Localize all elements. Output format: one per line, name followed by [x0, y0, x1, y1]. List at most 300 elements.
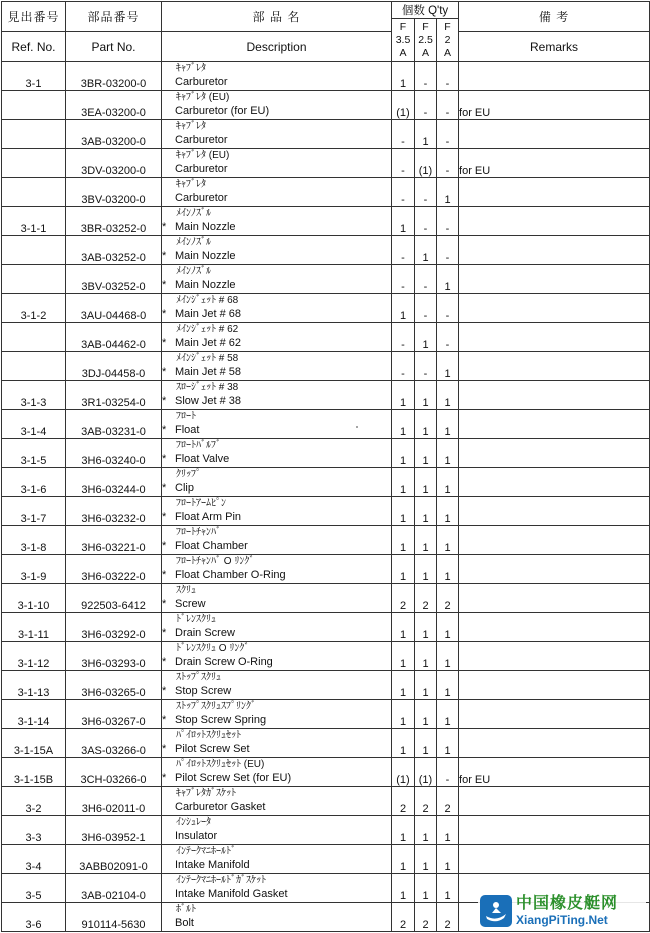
description-jp: ｷｬﾌﾞﾚﾀ: [176, 63, 206, 74]
qty-f35-cell: 2: [392, 903, 415, 932]
qty-col-label: F: [444, 20, 451, 33]
description-en: Float Chamber O-Ring: [175, 569, 286, 581]
description-en: Float Arm Pin: [175, 511, 242, 523]
table-row: [2, 613, 650, 642]
remarks-cell: [459, 207, 650, 236]
remarks-cell: [459, 178, 650, 207]
table-row: [2, 149, 650, 178]
description-jp: ﾒｲﾝﾉｽﾞﾙ: [176, 208, 211, 219]
qty-f2-cell: -: [437, 758, 459, 787]
table-row: [2, 555, 650, 584]
remarks-cell: [459, 555, 650, 584]
qty-f35-cell: 1: [392, 381, 415, 410]
qty-f2-cell: -: [437, 120, 459, 149]
service-mark: *: [162, 540, 167, 552]
description-en: Intake Manifold Gasket: [175, 888, 288, 900]
table-row: [2, 236, 650, 265]
remarks-cell: [459, 613, 650, 642]
service-mark: *: [162, 714, 167, 726]
qty-f2-cell: -: [437, 294, 459, 323]
description-cell: [162, 787, 392, 816]
part-no-cell: 3BR-03252-0: [66, 207, 162, 236]
description-en: Main Nozzle: [175, 279, 236, 291]
qty-f25-cell: 1: [415, 120, 437, 149]
qty-f2-cell: 1: [437, 468, 459, 497]
description-cell: [162, 613, 392, 642]
description-en: Main Nozzle: [175, 221, 236, 233]
table-row: [2, 584, 650, 613]
description-jp: ｽﾛｰｼﾞｪｯﾄ # 38: [176, 382, 239, 393]
part-no-cell: 3H6-03265-0: [66, 671, 162, 700]
qty-f25-cell: 1: [415, 526, 437, 555]
qty-col-label: F: [422, 20, 429, 33]
qty-f25-cell: 2: [415, 903, 437, 932]
remarks-cell: [459, 352, 650, 381]
part-no-cell: 3AB-03231-0: [66, 410, 162, 439]
qty-f25-cell: -: [415, 91, 437, 120]
ref-no-cell: 3-2: [2, 787, 66, 816]
description-en: Carburetor: [175, 134, 228, 146]
qty-f25-cell: 1: [415, 410, 437, 439]
qty-f35-cell: -: [392, 178, 415, 207]
ref-no-cell: [2, 265, 66, 294]
description-cell: [162, 207, 392, 236]
ref-no-cell: 3-1-1: [2, 207, 66, 236]
qty-f35-cell: 1: [392, 555, 415, 584]
table-row: [2, 526, 650, 555]
table-row: [2, 62, 650, 91]
qty-f2-cell: 1: [437, 410, 459, 439]
part-no-cell: 3AB-03200-0: [66, 120, 162, 149]
qty-f2-cell: -: [437, 323, 459, 352]
table-row: [2, 468, 650, 497]
qty-f35-cell: -: [392, 265, 415, 294]
ref-no-cell: 3-1: [2, 62, 66, 91]
qty-f2-cell: 1: [437, 671, 459, 700]
description-cell: [162, 468, 392, 497]
qty-f2-cell: 1: [437, 178, 459, 207]
qty-f35-cell: 1: [392, 207, 415, 236]
ref-no-cell: [2, 91, 66, 120]
description-cell: [162, 381, 392, 410]
remarks-cell: [459, 497, 650, 526]
description-en: Carburetor Gasket: [175, 801, 266, 813]
qty-f2-cell: 1: [437, 613, 459, 642]
service-mark: *: [162, 308, 167, 320]
ref-no-cell: 3-1-13: [2, 671, 66, 700]
remarks-cell: for EU: [459, 149, 650, 178]
description-jp: ｷｬﾌﾞﾚﾀ: [176, 179, 206, 190]
ref-no-cell: [2, 120, 66, 149]
description-en: Drain Screw O-Ring: [175, 656, 273, 668]
part-no-cell: 3R1-03254-0: [66, 381, 162, 410]
part-no-header-jp: 部品番号: [66, 2, 162, 32]
remarks-cell: [459, 323, 650, 352]
ref-no-cell: 3-4: [2, 845, 66, 874]
table-row: [2, 120, 650, 149]
ref-no-cell: 3-1-6: [2, 468, 66, 497]
service-mark: *: [162, 395, 167, 407]
qty-f35-cell: 1: [392, 62, 415, 91]
service-mark: *: [162, 743, 167, 755]
description-cell: [162, 439, 392, 468]
qty-f35-cell: -: [392, 149, 415, 178]
ref-no-cell: 3-3: [2, 816, 66, 845]
description-cell: [162, 526, 392, 555]
watermark-site-name: 中国橡皮艇网: [516, 895, 619, 912]
qty-f2-cell: -: [437, 207, 459, 236]
qty-f2-cell: 2: [437, 584, 459, 613]
part-no-cell: 3ABB02091-0: [66, 845, 162, 874]
part-no-cell: 3H6-03293-0: [66, 642, 162, 671]
table-row: [2, 729, 650, 758]
part-no-cell: 3H6-03244-0: [66, 468, 162, 497]
ref-no-cell: 3-5: [2, 874, 66, 903]
description-jp: ﾒｲﾝﾉｽﾞﾙ: [176, 266, 211, 277]
description-en: Main Jet # 68: [175, 308, 242, 320]
table-row: [2, 787, 650, 816]
description-en: Main Jet # 58: [175, 366, 242, 378]
qty-f35-cell: (1): [392, 758, 415, 787]
qty-f2-cell: 1: [437, 352, 459, 381]
qty-f2-cell: 1: [437, 816, 459, 845]
remarks-cell: [459, 439, 650, 468]
ref-no-cell: 3-1-2: [2, 294, 66, 323]
table-row: [2, 758, 650, 787]
remarks-cell: [459, 671, 650, 700]
description-cell: [162, 120, 392, 149]
remarks-cell: for EU: [459, 758, 650, 787]
part-no-cell: 3H6-03221-0: [66, 526, 162, 555]
description-en: Intake Manifold: [175, 859, 250, 871]
qty-f25-cell: -: [415, 294, 437, 323]
part-no-header: Part No.: [66, 32, 162, 62]
qty-f2-cell: -: [437, 149, 459, 178]
service-mark: *: [162, 221, 167, 233]
scan-dot: [356, 426, 358, 428]
qty-f25-cell: 2: [415, 584, 437, 613]
qty-f35-cell: 1: [392, 439, 415, 468]
site-watermark: [478, 891, 646, 931]
qty-f25-cell: -: [415, 178, 437, 207]
description-en: Pilot Screw Set (for EU): [175, 772, 292, 784]
part-no-cell: 3BR-03200-0: [66, 62, 162, 91]
description-jp: ｷｬﾌﾞﾚﾀ (EU): [176, 92, 230, 103]
qty-f2-cell: 1: [437, 497, 459, 526]
description-en: Carburetor (for EU): [175, 105, 270, 117]
table-row: [2, 642, 650, 671]
description-jp: ﾊﾟｲﾛｯﾄｽｸﾘｭｾｯﾄ: [176, 730, 241, 741]
qty-f2-cell: 1: [437, 265, 459, 294]
qty-f25-cell: -: [415, 62, 437, 91]
qty-col-f25: [415, 19, 437, 62]
qty-col-label: F: [399, 20, 407, 33]
ref-no-cell: 3-1-7: [2, 497, 66, 526]
qty-f35-cell: 1: [392, 729, 415, 758]
service-mark: *: [162, 337, 167, 349]
remarks-cell: [459, 845, 650, 874]
qty-f35-cell: (1): [392, 91, 415, 120]
description-en: Insulator: [175, 830, 218, 842]
description-jp: ﾌﾛｰﾄｱｰﾑﾋﾟﾝ: [176, 498, 226, 509]
table-row: [2, 91, 650, 120]
ref-no-cell: 3-1-11: [2, 613, 66, 642]
description-en: Float Chamber: [175, 540, 248, 552]
qty-f35-cell: 1: [392, 294, 415, 323]
table-row: [2, 439, 650, 468]
ref-no-cell: 3-1-10: [2, 584, 66, 613]
part-no-cell: 3DJ-04458-0: [66, 352, 162, 381]
description-cell: [162, 729, 392, 758]
qty-f35-cell: 1: [392, 613, 415, 642]
description-en: Clip: [175, 482, 194, 494]
description-en: Carburetor: [175, 192, 228, 204]
service-mark: *: [162, 511, 167, 523]
qty-f2-cell: 1: [437, 555, 459, 584]
table-row: [2, 265, 650, 294]
boat-logo-icon: [480, 895, 512, 927]
part-no-cell: 3H6-03292-0: [66, 613, 162, 642]
ref-no-cell: [2, 149, 66, 178]
description-header-jp: 部 品 名: [162, 2, 392, 32]
part-no-cell: 3AB-03252-0: [66, 236, 162, 265]
qty-f25-cell: 1: [415, 816, 437, 845]
qty-f2-cell: 2: [437, 903, 459, 932]
remarks-cell: for EU: [459, 91, 650, 120]
qty-f35-cell: -: [392, 236, 415, 265]
qty-f25-cell: 1: [415, 845, 437, 874]
qty-f35-cell: -: [392, 120, 415, 149]
remarks-cell: [459, 236, 650, 265]
qty-f25-cell: (1): [415, 758, 437, 787]
description-cell: [162, 178, 392, 207]
description-cell: [162, 584, 392, 613]
qty-f35-cell: 2: [392, 787, 415, 816]
description-cell: [162, 149, 392, 178]
description-cell: [162, 816, 392, 845]
ref-no-cell: 3-1-4: [2, 410, 66, 439]
qty-f35-cell: 1: [392, 845, 415, 874]
description-jp: ﾌﾛｰﾄﾁｬﾝﾊﾞ O ﾘﾝｸﾞ: [176, 556, 255, 567]
qty-f35-cell: 1: [392, 874, 415, 903]
description-cell: [162, 758, 392, 787]
qty-f25-cell: 1: [415, 468, 437, 497]
remarks-header: Remarks: [459, 32, 650, 62]
qty-f2-cell: 1: [437, 381, 459, 410]
qty-f35-cell: 1: [392, 468, 415, 497]
table-row: [2, 178, 650, 207]
remarks-cell: [459, 642, 650, 671]
service-mark: *: [162, 453, 167, 465]
ref-no-cell: 3-1-3: [2, 381, 66, 410]
table-row: [2, 381, 650, 410]
description-en: Slow Jet # 38: [175, 395, 242, 407]
description-en: Float: [175, 424, 200, 436]
qty-col-f35: [392, 19, 415, 62]
service-mark: *: [162, 598, 167, 610]
service-mark: *: [162, 685, 167, 697]
parts-list-table: [1, 1, 650, 932]
qty-f25-cell: -: [415, 207, 437, 236]
remarks-cell: [459, 526, 650, 555]
description-jp: ｽﾄｯﾌﾟｽｸﾘｭ: [176, 672, 221, 683]
qty-f35-cell: 1: [392, 410, 415, 439]
description-header: Description: [162, 32, 392, 62]
description-en: Carburetor: [175, 163, 228, 175]
qty-f25-cell: 1: [415, 236, 437, 265]
table-row: [2, 294, 650, 323]
part-no-cell: 3H6-02011-0: [66, 787, 162, 816]
qty-f35-cell: 1: [392, 671, 415, 700]
qty-f35-cell: 2: [392, 584, 415, 613]
qty-f25-cell: (1): [415, 149, 437, 178]
description-jp: ﾊﾟｲﾛｯﾄｽｸﾘｭｾｯﾄ (EU): [176, 759, 265, 770]
description-cell: [162, 700, 392, 729]
qty-f25-cell: 1: [415, 700, 437, 729]
service-mark: *: [162, 627, 167, 639]
description-jp: ﾒｲﾝﾉｽﾞﾙ: [176, 237, 211, 248]
qty-f35-cell: 1: [392, 700, 415, 729]
part-no-cell: 3AU-04468-0: [66, 294, 162, 323]
remarks-cell: [459, 816, 650, 845]
description-jp: ｲﾝｼｭﾚｰﾀ: [176, 817, 211, 828]
description-en: Screw: [175, 598, 206, 610]
description-cell: [162, 265, 392, 294]
table-row: [2, 497, 650, 526]
qty-f25-cell: 1: [415, 729, 437, 758]
watermark-url: XiangPiTing.Net: [516, 913, 608, 927]
description-en: Main Nozzle: [175, 250, 236, 262]
description-jp: ｽｸﾘｭ: [176, 585, 196, 596]
description-cell: [162, 410, 392, 439]
description-cell: [162, 874, 392, 903]
part-no-cell: 910114-5630: [66, 903, 162, 932]
description-cell: [162, 323, 392, 352]
remarks-cell: [459, 294, 650, 323]
description-jp: ｸﾘｯﾌﾟ: [176, 469, 201, 480]
qty-col-label: A: [444, 46, 452, 59]
qty-f2-cell: -: [437, 91, 459, 120]
description-jp: ﾄﾞﾚﾝｽｸﾘｭ O ﾘﾝｸﾞ: [176, 643, 250, 654]
remarks-cell: [459, 381, 650, 410]
qty-f2-cell: -: [437, 236, 459, 265]
qty-f2-cell: 1: [437, 439, 459, 468]
remarks-cell: [459, 265, 650, 294]
part-no-cell: 3EA-03200-0: [66, 91, 162, 120]
description-jp: ﾒｲﾝｼﾞｪｯﾄ # 68: [176, 295, 239, 306]
description-jp: ｷｬﾌﾞﾚﾀ: [176, 121, 206, 132]
description-jp: ｷｬﾌﾞﾚﾀ (EU): [176, 150, 230, 161]
description-en: Drain Screw: [175, 627, 235, 639]
qty-f35-cell: -: [392, 323, 415, 352]
ref-no-header: Ref. No.: [2, 32, 66, 62]
ref-no-cell: 3-1-15B: [2, 758, 66, 787]
ref-no-header-jp: 見出番号: [2, 2, 66, 32]
qty-col-label: 3.5: [395, 33, 411, 46]
part-no-cell: 3H6-03232-0: [66, 497, 162, 526]
remarks-cell: [459, 700, 650, 729]
service-mark: *: [162, 772, 167, 784]
part-no-cell: 922503-6412: [66, 584, 162, 613]
ref-no-cell: 3-1-9: [2, 555, 66, 584]
qty-f25-cell: 1: [415, 381, 437, 410]
table-row: [2, 207, 650, 236]
remarks-cell: [459, 584, 650, 613]
qty-f2-cell: 1: [437, 729, 459, 758]
parts-rows: [2, 62, 650, 932]
remarks-cell: [459, 729, 650, 758]
remarks-cell: [459, 62, 650, 91]
qty-col-label: 2.5: [418, 33, 433, 46]
qty-f35-cell: 1: [392, 642, 415, 671]
remarks-cell: [459, 787, 650, 816]
qty-f2-cell: -: [437, 62, 459, 91]
table-row: [2, 671, 650, 700]
ref-no-cell: [2, 236, 66, 265]
description-en: Stop Screw Spring: [175, 714, 267, 726]
description-jp: ﾌﾛｰﾄ: [176, 411, 196, 422]
service-mark: *: [162, 424, 167, 436]
description-cell: [162, 903, 392, 932]
qty-f2-cell: 1: [437, 700, 459, 729]
table-row: [2, 700, 650, 729]
service-mark: *: [162, 656, 167, 668]
description-en: Pilot Screw Set: [175, 743, 250, 755]
qty-col-f2: [437, 19, 459, 62]
qty-f25-cell: 1: [415, 671, 437, 700]
qty-f25-cell: 1: [415, 497, 437, 526]
qty-f2-cell: 1: [437, 526, 459, 555]
description-jp: ﾌﾛｰﾄﾁｬﾝﾊﾞ: [176, 527, 221, 538]
qty-f2-cell: 1: [437, 845, 459, 874]
table-row: [2, 410, 650, 439]
service-mark: *: [162, 250, 167, 262]
description-cell: [162, 497, 392, 526]
description-jp: ｽﾄｯﾌﾟｽｸﾘｭｽﾌﾟﾘﾝｸﾞ: [176, 701, 256, 712]
ref-no-cell: 3-1-15A: [2, 729, 66, 758]
qty-f25-cell: 1: [415, 439, 437, 468]
part-no-cell: 3AB-02104-0: [66, 874, 162, 903]
remarks-cell: [459, 468, 650, 497]
qty-f25-cell: 1: [415, 555, 437, 584]
qty-f25-cell: 1: [415, 874, 437, 903]
description-en: Carburetor: [175, 76, 228, 88]
description-jp: ｲﾝﾃｰｸﾏﾆﾎｰﾙﾄﾞｶﾞｽｹｯﾄ: [176, 875, 266, 886]
ref-no-cell: [2, 178, 66, 207]
table-row: [2, 352, 650, 381]
description-en: Bolt: [175, 917, 194, 929]
qty-f35-cell: 1: [392, 816, 415, 845]
qty-f2-cell: 2: [437, 787, 459, 816]
part-no-cell: 3AS-03266-0: [66, 729, 162, 758]
qty-f35-cell: 1: [392, 497, 415, 526]
part-no-cell: 3BV-03252-0: [66, 265, 162, 294]
qty-f2-cell: 1: [437, 642, 459, 671]
ref-no-cell: [2, 352, 66, 381]
ref-no-cell: 3-6: [2, 903, 66, 932]
description-jp: ﾒｲﾝｼﾞｪｯﾄ # 58: [176, 353, 239, 364]
description-en: Main Jet # 62: [175, 337, 242, 349]
qty-f2-cell: 1: [437, 874, 459, 903]
ref-no-cell: [2, 323, 66, 352]
part-no-cell: 3H6-03952-1: [66, 816, 162, 845]
qty-header: 個数 Q'ty: [392, 2, 459, 19]
qty-f25-cell: -: [415, 265, 437, 294]
part-no-cell: 3H6-03222-0: [66, 555, 162, 584]
description-jp: ｲﾝﾃｰｸﾏﾆﾎｰﾙﾄﾞ: [176, 846, 236, 857]
description-cell: [162, 555, 392, 584]
qty-col-label: A: [399, 46, 407, 59]
